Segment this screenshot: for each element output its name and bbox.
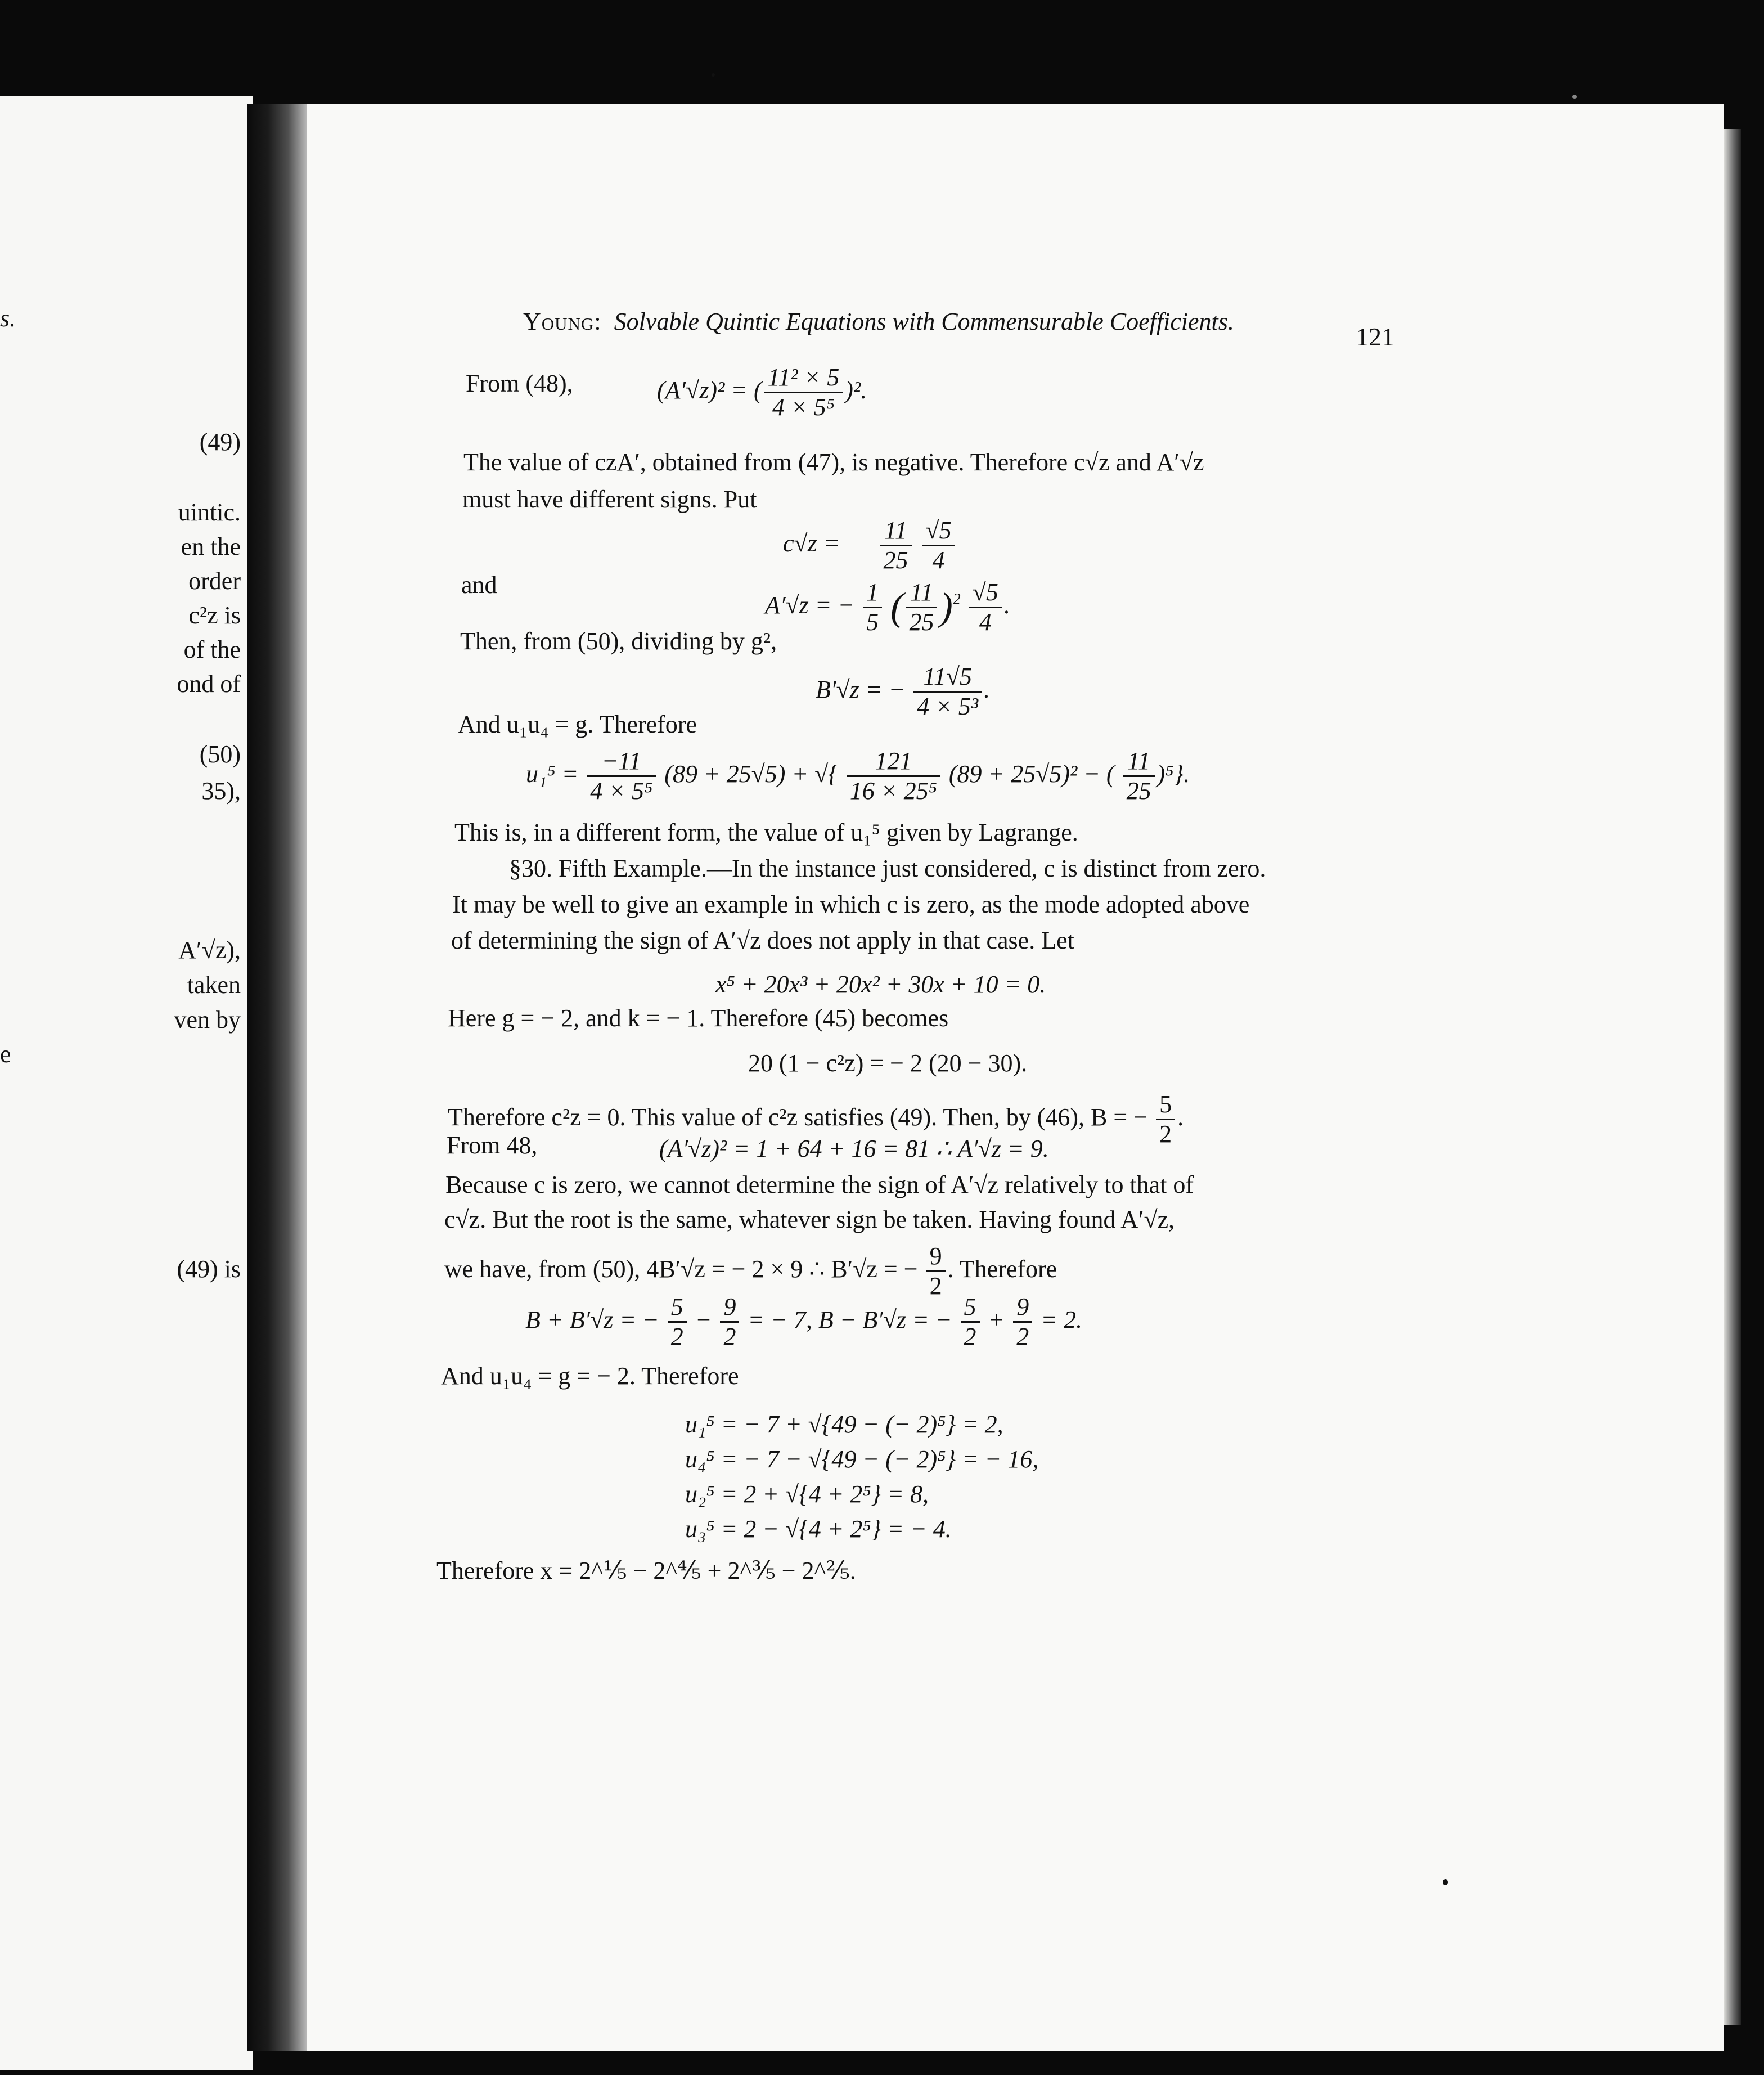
paragraph-line: And u₁u₄ = g. Therefore <box>458 711 697 738</box>
p8-tail: . Therefore <box>947 1255 1058 1283</box>
left-page-line: taken <box>187 971 241 999</box>
equation-A-prime-root-z <box>765 580 1010 635</box>
fraction <box>880 518 912 573</box>
text-and: and <box>461 571 497 599</box>
fraction-num: 9 <box>1013 1294 1032 1323</box>
eq1-lhs: (A′√z)² = ( <box>657 376 762 404</box>
eq4-tail: . <box>984 675 991 703</box>
fraction <box>1123 748 1155 804</box>
page-edge <box>1724 129 1741 2025</box>
paragraph-line: must have different signs. Put <box>462 486 757 513</box>
eq4-lhs: B′√z = − <box>816 675 906 703</box>
p5-tail: . <box>1177 1103 1184 1131</box>
left-page-line: order <box>188 567 241 595</box>
fraction-den: 25 <box>909 608 934 636</box>
paragraph-line <box>444 1243 1057 1299</box>
fraction <box>1013 1294 1032 1350</box>
fraction <box>906 580 937 635</box>
left-page-line: s. <box>0 304 16 332</box>
fraction-den: 16 × 25⁵ <box>849 777 937 805</box>
section-heading-line: §30. Fifth Example.—In the instance just considered, c is distinct from zero. <box>509 855 1266 882</box>
equation-45: 20 (1 − c²z) = − 2 (20 − 30). <box>748 1049 1028 1077</box>
fraction <box>969 580 1002 635</box>
fraction <box>720 1294 739 1350</box>
fraction <box>1156 1092 1175 1147</box>
fraction-num: 121 <box>847 748 940 777</box>
left-page-line: (49) is <box>177 1255 241 1283</box>
eq5-mid: (89 + 25√5) + √{ <box>664 760 838 788</box>
equation-root-value: u₂⁵ = 2 + √{4 + 2⁵} = 8, <box>685 1480 929 1508</box>
left-page-line: A′√z), <box>178 936 241 964</box>
fraction-num: 5 <box>668 1294 687 1323</box>
paragraph-line: The value of czA′, obtained from (47), is negative. Therefore c√z and A′√z <box>464 448 1204 476</box>
fraction-num: 11 <box>1123 748 1155 777</box>
equation-48 <box>657 365 867 420</box>
left-page-line: 35), <box>201 777 241 805</box>
exponent: 2 <box>952 591 961 609</box>
left-page-line: en the <box>181 533 241 560</box>
eq5-lhs: u₁⁵ = <box>526 760 579 788</box>
fraction-den: 4 × 5³ <box>917 693 979 721</box>
left-page-line: c²z is <box>188 601 241 629</box>
left-page-line: uintic. <box>178 498 241 526</box>
running-header <box>523 309 1234 334</box>
fraction-num: √5 <box>969 580 1002 608</box>
fraction-den: 4 <box>979 608 992 636</box>
equation-B-prime-root-z <box>816 664 990 720</box>
fraction-num: 11 <box>880 518 912 546</box>
left-page-line: (50) <box>199 740 241 768</box>
fraction <box>863 580 882 635</box>
fraction-num: √5 <box>922 518 955 546</box>
eq1-tail: )². <box>845 376 867 404</box>
fraction <box>914 664 982 720</box>
page-number: 121 <box>1356 322 1394 351</box>
equation-root-value: u₁⁵ = − 7 + √{49 − (− 2)⁵} = 2, <box>685 1411 1004 1438</box>
fraction-num: 5 <box>961 1294 980 1323</box>
fraction-den: 4 <box>932 546 945 574</box>
text-from48: From (48), <box>466 370 573 397</box>
paragraph-line: of determining the sign of A′√z does not apply in that case. Let <box>451 927 1074 954</box>
header-title: Solvable Quintic Equations with Commensurable Coefficients. <box>614 308 1234 335</box>
equation-root-value: u₃⁵ = 2 − √{4 + 2⁵} = − 4. <box>685 1515 952 1543</box>
fraction <box>764 365 843 420</box>
fraction-den: 2 <box>1159 1120 1172 1148</box>
final-result-line: Therefore x = 2^⅕ − 2^⅘ + 2^⅗ − 2^⅖. <box>436 1557 856 1584</box>
header-author: Young <box>523 308 595 335</box>
eq5-tail: )⁵}. <box>1156 760 1190 788</box>
fraction-num: 9 <box>720 1294 739 1323</box>
paragraph-line: Then, from (50), dividing by g², <box>460 627 777 655</box>
fraction-num: −11 <box>587 748 656 777</box>
paragraph-line: Here g = − 2, and k = − 1. Therefore (45) becomes <box>448 1004 949 1032</box>
fraction-den: 5 <box>866 608 879 636</box>
fraction <box>961 1294 980 1350</box>
fraction-den: 2 <box>723 1323 736 1351</box>
eq2-lhs: c√z = <box>783 529 840 557</box>
left-page-line: ven by <box>174 1006 241 1034</box>
paragraph-line: This is, in a different form, the value of u₁⁵ given by Lagrange. <box>454 819 1078 846</box>
fraction-num: 9 <box>926 1243 946 1272</box>
paren-close: ) <box>939 585 953 629</box>
scan-speck <box>1443 1879 1448 1885</box>
fraction-den: 4 × 5⁵ <box>772 393 835 421</box>
equation-B-sum-difference <box>525 1294 1082 1350</box>
header-sep: : <box>594 308 601 335</box>
scan-speck <box>712 73 715 77</box>
paragraph-line: And u₁u₄ = g = − 2. Therefore <box>441 1362 739 1390</box>
equation-c-root-z <box>783 518 957 573</box>
eq9-op: − <box>695 1305 712 1333</box>
fraction-den: 2 <box>1016 1323 1029 1351</box>
eq5-mid2: (89 + 25√5)² − ( <box>948 760 1115 788</box>
book-gutter-shadow <box>248 104 315 2051</box>
left-page-line: e <box>0 1040 11 1068</box>
equation-root-value: u₄⁵ = − 7 − √{49 − (− 2)⁵} = − 16, <box>685 1445 1039 1473</box>
eq3-lhs: A′√z = − <box>765 591 855 619</box>
eq3-tail: . <box>1004 591 1010 619</box>
eq9-tail: = 2. <box>1041 1305 1082 1333</box>
fraction-den: 2 <box>670 1323 683 1351</box>
scan-speck <box>1572 95 1577 99</box>
fraction-num: 1 <box>863 580 882 608</box>
equation-quintic: x⁵ + 20x³ + 20x² + 30x + 10 = 0. <box>716 971 1046 998</box>
fraction-den: 2 <box>929 1272 942 1300</box>
fraction <box>926 1243 946 1299</box>
p5-text: Therefore c²z = 0. This value of c²z satisfies (49). Then, by (46), B = − <box>448 1103 1148 1131</box>
text-from-48: From 48, <box>447 1131 538 1159</box>
eq9-op: + <box>988 1305 1005 1333</box>
eq9-lhs: B + B′√z = − <box>525 1305 659 1333</box>
fraction-den: 4 × 5⁵ <box>590 777 653 805</box>
fraction-den: 2 <box>964 1323 976 1351</box>
left-page-line: (49) <box>199 428 241 456</box>
fraction-num: 11√5 <box>914 664 982 693</box>
fraction <box>922 518 955 573</box>
fraction <box>587 748 656 804</box>
p8-text: we have, from (50), 4B′√z = − 2 × 9 ∴ B′√z = − <box>444 1255 918 1283</box>
left-page-fragment <box>0 96 253 2070</box>
fraction-den: 25 <box>1126 777 1151 805</box>
fraction-num: 11 <box>906 580 937 608</box>
left-page-line: of the <box>183 636 241 663</box>
fraction-num: 5 <box>1156 1092 1175 1120</box>
fraction <box>668 1294 687 1350</box>
paragraph-line: It may be well to give an example in which c is zero, as the mode adopted above <box>452 891 1250 918</box>
equation-u1-fifth <box>526 748 1190 804</box>
equation-A-prime-squared: (A′√z)² = 1 + 64 + 16 = 81 ∴ A′√z = 9. <box>659 1135 1049 1162</box>
eq9-mid: = − 7, B − B′√z = − <box>748 1305 952 1333</box>
left-page-line: ond of <box>177 670 241 698</box>
paragraph-line: Because c is zero, we cannot determine the sign of A′√z relatively to that of <box>446 1171 1194 1198</box>
paragraph-line: c√z. But the root is the same, whatever sign be taken. Having found A′√z, <box>444 1206 1175 1233</box>
fraction-den: 25 <box>883 546 908 574</box>
fraction <box>847 748 940 804</box>
fraction-num: 11² × 5 <box>764 365 843 393</box>
paren-open: ( <box>890 585 904 629</box>
